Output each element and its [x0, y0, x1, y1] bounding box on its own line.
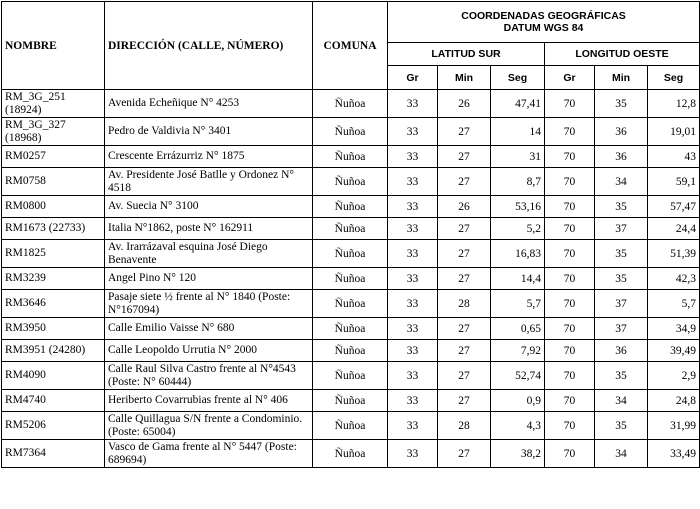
cell-comuna: Ñuñoa	[313, 390, 388, 412]
table-row	[2, 218, 700, 240]
cell-nombre: RM0758	[2, 168, 105, 196]
table-row	[2, 318, 700, 340]
cell-lat-min: 26	[438, 90, 491, 118]
cell-lon-seg: 5,7	[648, 290, 700, 318]
cell-comuna: Ñuñoa	[313, 412, 388, 440]
table-row	[2, 340, 700, 362]
table-row	[2, 440, 700, 468]
cell-comuna: Ñuñoa	[313, 440, 388, 468]
cell-lon-gr: 70	[545, 218, 595, 240]
cell-nombre: RM4740	[2, 390, 105, 412]
cell-lat-seg: 4,3	[491, 412, 545, 440]
cell-nombre: RM4090	[2, 362, 105, 390]
cell-lon-min: 35	[595, 196, 648, 218]
cell-lon-seg: 34,9	[648, 318, 700, 340]
cell-lon-gr: 70	[545, 318, 595, 340]
table-row	[2, 268, 700, 290]
cell-comuna: Ñuñoa	[313, 118, 388, 146]
cell-lat-min: 26	[438, 196, 491, 218]
cell-lon-gr: 70	[545, 240, 595, 268]
cell-direccion: Angel Pino N° 120	[105, 268, 313, 290]
cell-lon-seg: 42,3	[648, 268, 700, 290]
cell-lat-seg: 8,7	[491, 168, 545, 196]
cell-direccion: Calle Quillagua S/N frente a Condominio.(Poste: 65004)	[105, 412, 313, 440]
cell-direccion: Av. Presidente José Batlle y Ordonez N° 4518	[105, 168, 313, 196]
header-longitud-oeste: LONGITUD OESTE	[545, 43, 700, 66]
cell-lon-seg: 51,39	[648, 240, 700, 268]
cell-lat-min: 28	[438, 412, 491, 440]
cell-lat-seg: 52,74	[491, 362, 545, 390]
header-lon-min: Min	[595, 66, 648, 90]
cell-direccion: Italia N°1862, poste N° 162911	[105, 218, 313, 240]
cell-lat-min: 28	[438, 290, 491, 318]
cell-nombre: RM1673 (22733)	[2, 218, 105, 240]
coordinates-table	[1, 1, 700, 468]
cell-lat-seg: 38,2	[491, 440, 545, 468]
cell-lon-min: 34	[595, 168, 648, 196]
cell-nombre: RM_3G_327 (18968)	[2, 118, 105, 146]
cell-lat-gr: 33	[388, 240, 438, 268]
cell-lat-seg: 5,7	[491, 290, 545, 318]
cell-lon-seg: 24,8	[648, 390, 700, 412]
header-datum: DATUM WGS 84	[503, 22, 584, 34]
cell-lat-gr: 33	[388, 340, 438, 362]
cell-direccion: Av. Irarrázaval esquina José Diego Benavente	[105, 240, 313, 268]
cell-comuna: Ñuñoa	[313, 240, 388, 268]
cell-lon-min: 37	[595, 218, 648, 240]
cell-direccion: Pasaje siete ½ frente al N° 1840 (Poste: N°167094)	[105, 290, 313, 318]
cell-nombre: RM5206	[2, 412, 105, 440]
cell-comuna: Ñuñoa	[313, 196, 388, 218]
cell-lat-gr: 33	[388, 440, 438, 468]
cell-direccion: Avenida Echeñique N° 4253	[105, 90, 313, 118]
cell-comuna: Ñuñoa	[313, 362, 388, 390]
table-row	[2, 390, 700, 412]
cell-lon-min: 36	[595, 118, 648, 146]
cell-lat-gr: 33	[388, 390, 438, 412]
header-comuna: COMUNA	[313, 2, 388, 90]
cell-lat-seg: 14	[491, 118, 545, 146]
cell-lat-min: 27	[438, 362, 491, 390]
cell-lat-gr: 33	[388, 218, 438, 240]
cell-lon-gr: 70	[545, 440, 595, 468]
cell-lon-gr: 70	[545, 390, 595, 412]
cell-lat-seg: 16,83	[491, 240, 545, 268]
table-row	[2, 412, 700, 440]
cell-direccion: Calle Raul Silva Castro frente al N°4543 (Poste: N° 60444)	[105, 362, 313, 390]
cell-lon-min: 35	[595, 240, 648, 268]
cell-lat-min: 27	[438, 218, 491, 240]
header-lon-gr: Gr	[545, 66, 595, 90]
cell-lat-gr: 33	[388, 168, 438, 196]
cell-lat-seg: 14,4	[491, 268, 545, 290]
cell-lat-min: 27	[438, 146, 491, 168]
cell-lon-gr: 70	[545, 412, 595, 440]
cell-lon-gr: 70	[545, 90, 595, 118]
cell-nombre: RM3951 (24280)	[2, 340, 105, 362]
cell-lat-min: 27	[438, 168, 491, 196]
cell-lon-min: 37	[595, 290, 648, 318]
table-row	[2, 290, 700, 318]
cell-lon-min: 35	[595, 268, 648, 290]
cell-comuna: Ñuñoa	[313, 90, 388, 118]
cell-lon-seg: 33,49	[648, 440, 700, 468]
cell-lon-seg: 19,01	[648, 118, 700, 146]
cell-lat-gr: 33	[388, 196, 438, 218]
cell-lon-min: 37	[595, 318, 648, 340]
cell-comuna: Ñuñoa	[313, 268, 388, 290]
cell-comuna: Ñuñoa	[313, 340, 388, 362]
cell-lon-seg: 12,8	[648, 90, 700, 118]
cell-lon-gr: 70	[545, 362, 595, 390]
cell-direccion: Av. Suecia N° 3100	[105, 196, 313, 218]
cell-nombre: RM3646	[2, 290, 105, 318]
cell-nombre: RM3239	[2, 268, 105, 290]
cell-lat-seg: 53,16	[491, 196, 545, 218]
cell-nombre: RM3950	[2, 318, 105, 340]
cell-lon-seg: 57,47	[648, 196, 700, 218]
cell-lat-gr: 33	[388, 90, 438, 118]
cell-lon-seg: 31,99	[648, 412, 700, 440]
header-coordenadas-title: COORDENADAS GEOGRÁFICAS	[461, 10, 626, 22]
cell-lat-seg: 0,9	[491, 390, 545, 412]
cell-lon-gr: 70	[545, 196, 595, 218]
cell-lat-gr: 33	[388, 412, 438, 440]
cell-direccion: Crescente Errázurriz N° 1875	[105, 146, 313, 168]
cell-lon-seg: 39,49	[648, 340, 700, 362]
cell-lat-seg: 47,41	[491, 90, 545, 118]
cell-direccion: Calle Leopoldo Urrutia N° 2000	[105, 340, 313, 362]
header-lat-gr: Gr	[388, 66, 438, 90]
cell-lon-min: 35	[595, 412, 648, 440]
cell-lon-gr: 70	[545, 168, 595, 196]
cell-lon-min: 35	[595, 90, 648, 118]
cell-lat-min: 27	[438, 440, 491, 468]
cell-lon-min: 34	[595, 440, 648, 468]
cell-direccion: Calle Emilio Vaisse N° 680	[105, 318, 313, 340]
cell-lat-min: 27	[438, 340, 491, 362]
cell-nombre: RM0257	[2, 146, 105, 168]
header-latitud-sur: LATITUD SUR	[388, 43, 545, 66]
cell-lat-seg: 0,65	[491, 318, 545, 340]
cell-lat-min: 27	[438, 268, 491, 290]
cell-lat-min: 27	[438, 318, 491, 340]
cell-comuna: Ñuñoa	[313, 290, 388, 318]
header-nombre: NOMBRE	[2, 2, 105, 90]
cell-lat-seg: 7,92	[491, 340, 545, 362]
cell-comuna: Ñuñoa	[313, 218, 388, 240]
cell-lon-gr: 70	[545, 290, 595, 318]
table-row	[2, 90, 700, 118]
table-row	[2, 362, 700, 390]
cell-comuna: Ñuñoa	[313, 318, 388, 340]
cell-lat-gr: 33	[388, 118, 438, 146]
table-row	[2, 168, 700, 196]
cell-nombre: RM_3G_251 (18924)	[2, 90, 105, 118]
cell-lat-gr: 33	[388, 268, 438, 290]
cell-lon-gr: 70	[545, 146, 595, 168]
cell-comuna: Ñuñoa	[313, 168, 388, 196]
table-row	[2, 118, 700, 146]
header-direccion: DIRECCIÓN (CALLE, NÚMERO)	[105, 2, 313, 90]
cell-nombre: RM0800	[2, 196, 105, 218]
cell-lat-seg: 31	[491, 146, 545, 168]
cell-nombre: RM1825	[2, 240, 105, 268]
table-row	[2, 196, 700, 218]
cell-lat-gr: 33	[388, 290, 438, 318]
cell-lon-gr: 70	[545, 268, 595, 290]
header-lat-seg: Seg	[491, 66, 545, 90]
cell-lon-gr: 70	[545, 118, 595, 146]
cell-lon-min: 34	[595, 390, 648, 412]
header-coordenadas	[388, 2, 700, 43]
header-lon-seg: Seg	[648, 66, 700, 90]
cell-lon-seg: 43	[648, 146, 700, 168]
cell-direccion: Vasco de Gama frente al N° 5447 (Poste: 689694)	[105, 440, 313, 468]
cell-lat-min: 27	[438, 118, 491, 146]
cell-lat-min: 27	[438, 390, 491, 412]
cell-direccion: Pedro de Valdivia N° 3401	[105, 118, 313, 146]
cell-lat-gr: 33	[388, 146, 438, 168]
cell-lon-gr: 70	[545, 340, 595, 362]
cell-lon-seg: 59,1	[648, 168, 700, 196]
cell-lat-min: 27	[438, 240, 491, 268]
cell-lon-min: 35	[595, 362, 648, 390]
cell-comuna: Ñuñoa	[313, 146, 388, 168]
cell-nombre: RM7364	[2, 440, 105, 468]
cell-lat-gr: 33	[388, 362, 438, 390]
cell-direccion: Heriberto Covarrubias frente al N° 406	[105, 390, 313, 412]
table-row	[2, 146, 700, 168]
cell-lat-seg: 5,2	[491, 218, 545, 240]
cell-lon-min: 36	[595, 340, 648, 362]
table-row	[2, 240, 700, 268]
cell-lon-seg: 2,9	[648, 362, 700, 390]
cell-lon-seg: 24,4	[648, 218, 700, 240]
cell-lat-gr: 33	[388, 318, 438, 340]
cell-lon-min: 36	[595, 146, 648, 168]
header-lat-min: Min	[438, 66, 491, 90]
